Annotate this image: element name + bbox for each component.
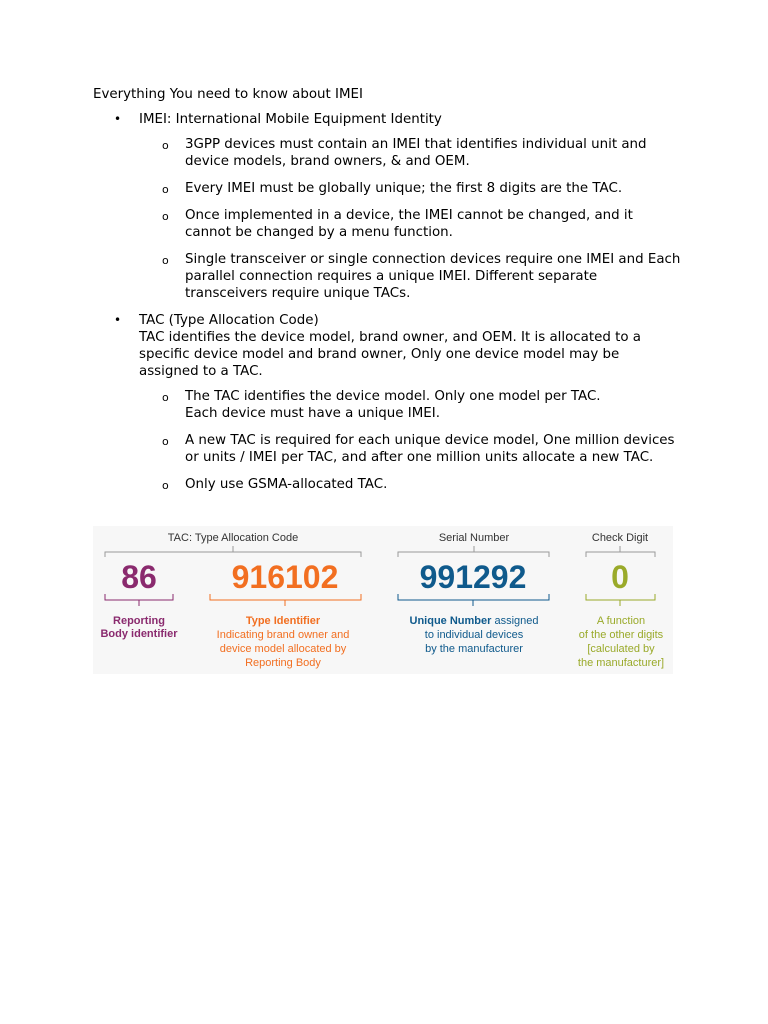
check-desc-line: A function (596, 615, 646, 627)
check-digit: 0 (611, 559, 629, 595)
sub-bullet-text: Single transceiver or single connection devices require one IMEI and Each parallel connection requires a unique IMEI. Different separate transceivers require unique TACs. (185, 252, 681, 301)
sub-bullet-glyph: o (162, 139, 169, 152)
bullet-tac (93, 312, 683, 493)
document-body (93, 86, 683, 503)
bullet-glyph: • (114, 313, 122, 327)
tac-header: TAC: Type Allocation Code (167, 532, 299, 544)
document-title: Everything You need to know about IMEI (93, 87, 363, 102)
check-desc-line: of the other digits (578, 629, 664, 641)
type-desc-line: device model allocated by (219, 643, 347, 655)
bullet-glyph: • (114, 112, 122, 126)
unique-desc-line: to individual devices (424, 629, 524, 641)
sub-bullet-text: A new TAC is required for each unique device model, One million devices or units / IMEI per TAC, and after one million units allocate a new TAC. (185, 433, 675, 465)
check-desc-line: the manufacturer] (577, 657, 665, 669)
check-header: Check Digit (591, 532, 649, 544)
sub-bullet-item (139, 476, 683, 493)
bullet-text: TAC (Type Allocation Code) TAC identifies the device model, brand owner, and OEM. It is allocated to a specific device model and brand owner, Only one device model may be assigned to a TAC. (139, 313, 641, 379)
type-identifier-digits: 916102 (231, 559, 339, 595)
sub-bullet-item (139, 388, 683, 422)
sub-bullet-item (139, 207, 683, 241)
sub-bullet-list (139, 388, 683, 493)
sub-bullet-item (139, 432, 683, 466)
sub-bullet-text: The TAC identifies the device model. Only one model per TAC. Each device must have a unique IMEI. (185, 389, 601, 421)
imei-structure-diagram (93, 526, 673, 674)
sub-bullet-glyph: o (162, 435, 169, 448)
sub-bullet-text: Only use GSMA-allocated TAC. (185, 477, 388, 492)
sub-bullet-glyph: o (162, 391, 169, 404)
reporting-desc-title: Reporting (113, 615, 165, 627)
unique-desc-suffix: assigned (491, 615, 539, 627)
unique-desc-bold: Unique Number (409, 615, 492, 627)
serial-header: Serial Number (438, 532, 510, 544)
sub-bullet-item (139, 251, 683, 302)
sub-bullet-glyph: o (162, 183, 169, 196)
sub-bullet-glyph: o (162, 254, 169, 267)
check-desc-line: [calculated by (587, 643, 655, 655)
bullet-text: IMEI: International Mobile Equipment Identity (139, 112, 442, 127)
type-desc-line: Reporting Body (245, 657, 321, 669)
sub-bullet-item (139, 136, 683, 170)
sub-bullet-list (139, 136, 683, 302)
type-desc-title: Type Identifier (245, 615, 321, 627)
sub-bullet-text: Every IMEI must be globally unique; the first 8 digits are the TAC. (185, 181, 623, 196)
reporting-desc-line: Body identifier (100, 628, 178, 640)
reporting-body-digits: 86 (121, 559, 157, 595)
type-desc-line: Indicating brand owner and (216, 629, 350, 641)
main-bullet-list (93, 111, 683, 493)
imei-diagram-svg (93, 526, 673, 674)
unique-desc-title (410, 615, 539, 627)
serial-number-digits: 991292 (419, 559, 527, 595)
sub-bullet-text: 3GPP devices must contain an IMEI that identifies individual unit and device models, brand owners, & and OEM. (185, 137, 647, 169)
sub-bullet-text: Once implemented in a device, the IMEI cannot be changed, and it cannot be changed by a menu function. (185, 208, 633, 240)
sub-bullet-item (139, 180, 683, 197)
sub-bullet-glyph: o (162, 479, 169, 492)
unique-desc-line: by the manufacturer (425, 643, 523, 655)
sub-bullet-glyph: o (162, 210, 169, 223)
bullet-imei (93, 111, 683, 302)
